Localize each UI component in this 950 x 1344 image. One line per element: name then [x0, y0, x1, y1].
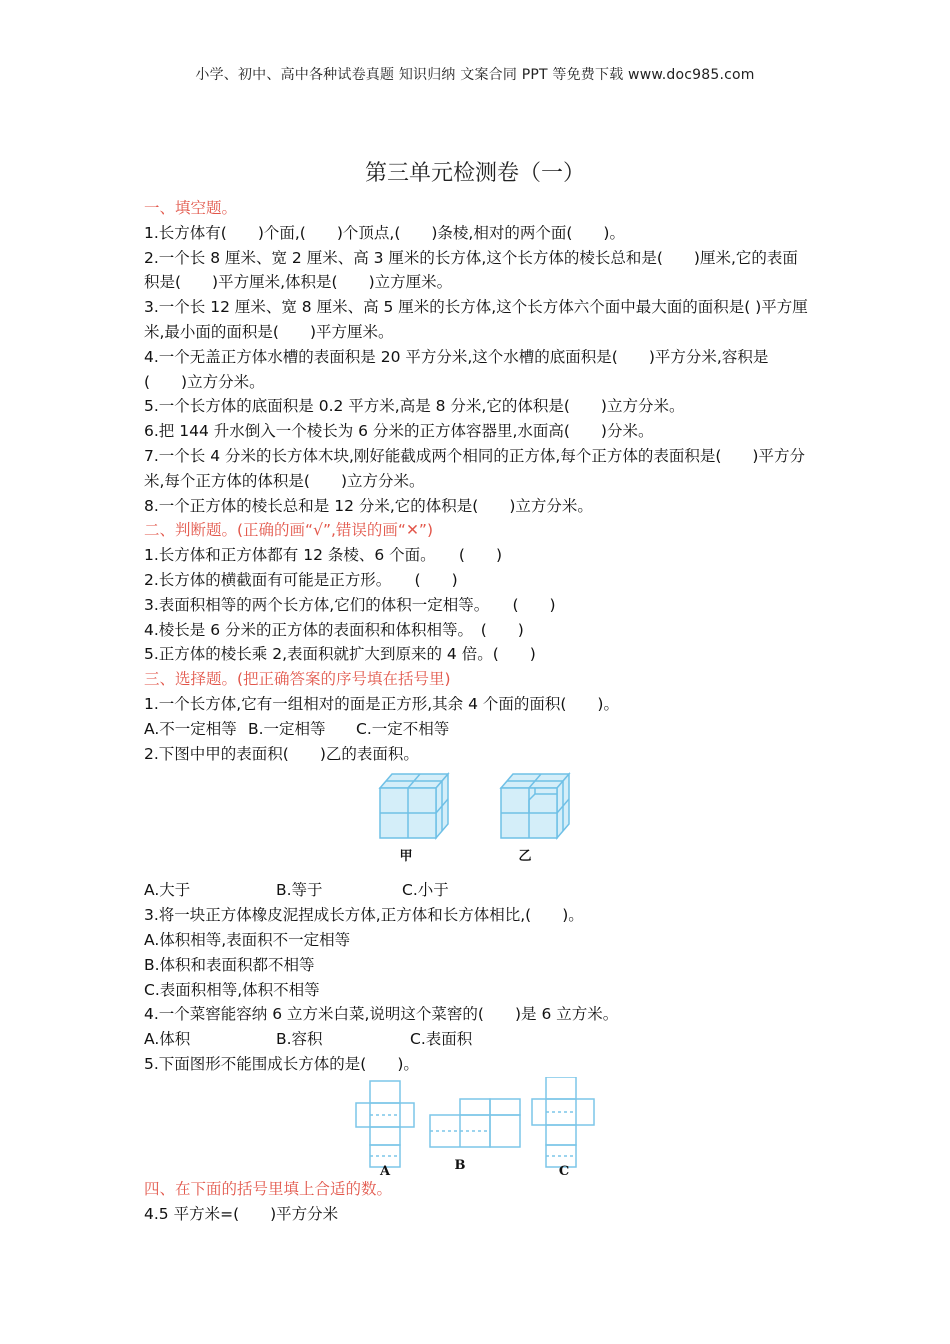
s2-question-2: 2.长方体的横截面有可能是正方形。 ( ): [144, 570, 458, 589]
net-label-b: B: [454, 1157, 466, 1173]
figure-yi: [501, 774, 569, 838]
option-b: B.一定相等: [248, 719, 326, 738]
s1-question-3: 3.一个长 12 厘米、宽 8 厘米、高 5 厘米的长方体,这个长方体六个面中最大面的面积是( )平方厘米,最小面的面积是( )平方厘米。: [144, 298, 808, 341]
s3-q3-option-a: A.体积相等,表面积不一定相等: [144, 930, 351, 949]
option-b: B.容积: [276, 1030, 323, 1049]
s1-question-7: 7.一个长 4 分米的长方体木块,刚好能截成两个相同的正方体,每个正方体的表面积是( )平方分米,每个正方体的体积是( )立方分米。: [144, 446, 805, 490]
page-header: 小学、初中、高中各种试卷真题 知识归纳 文案合同 PPT 等免费下载 www.doc985.com: [195, 67, 755, 83]
s1-question-1: 1.长方体有( )个面,( )个顶点,( )条棱,相对的两个面( )。: [144, 223, 625, 242]
s3-q3-option-b: B.体积和表面积都不相等: [144, 955, 315, 974]
s3-question-5: 5.下面图形不能围成长方体的是( )。: [144, 1054, 419, 1073]
net-b: [430, 1099, 520, 1147]
s4-question-1: 4.5 平方米=( )平方分米: [144, 1204, 339, 1223]
option-c: C.小于: [402, 881, 449, 900]
s2-question-4: 4.棱长是 6 分米的正方体的表面积和体积相等。 ( ): [144, 620, 524, 639]
worksheet-content: [144, 196, 810, 1226]
s2-question-3: 3.表面积相等的两个长方体,它们的体积一定相等。 ( ): [144, 595, 556, 614]
figure-label-jia: 甲: [399, 849, 413, 865]
s3-question-2: 2.下图中甲的表面积( )乙的表面积。: [144, 744, 419, 763]
s1-question-8: 8.一个正方体的棱长总和是 12 分米,它的体积是( )立方分米。: [144, 496, 593, 515]
net-figures-svg: [144, 1077, 810, 1177]
s3-question-3: 3.将一块正方体橡皮泥捏成长方体,正方体和长方体相比,( )。: [144, 906, 584, 925]
option-a: A.大于: [144, 881, 191, 900]
figure-label-yi: 乙: [518, 849, 532, 865]
section-4-heading: 四、在下面的括号里填上合适的数。: [144, 1179, 393, 1198]
s2-question-1: 1.长方体和正方体都有 12 条棱、6 个面。 ( ): [144, 546, 502, 565]
s3-q1-options: [144, 717, 810, 742]
option-b: B.等于: [276, 881, 323, 900]
s2-question-5: 5.正方体的棱长乘 2,表面积就扩大到原来的 4 倍。( ): [144, 645, 536, 664]
cube-figures-svg: [144, 766, 810, 878]
option-c: C.一定不相等: [356, 719, 450, 738]
figure-jia: [380, 774, 448, 838]
s3-question-4: 4.一个菜窖能容纳 6 立方米白菜,说明这个菜窖的( )是 6 立方米。: [144, 1005, 619, 1024]
section-3-heading: 三、选择题。(把正确答案的序号填在括号里): [144, 670, 451, 689]
option-a: A.不一定相等: [144, 719, 237, 738]
s3-question-1: 1.一个长方体,它有一组相对的面是正方形,其余 4 个面的面积( )。: [144, 694, 619, 713]
net-label-c: C: [558, 1163, 570, 1177]
s1-question-4: 4.一个无盖正方体水槽的表面积是 20 平方分米,这个水槽的底面积是( )平方分米,容积是( )立方分米。: [144, 347, 769, 391]
s3-q3-option-c: C.表面积相等,体积不相等: [144, 980, 320, 999]
page-title: 第三单元检测卷（一）: [364, 161, 585, 186]
s1-question-5: 5.一个长方体的底面积是 0.2 平方米,高是 8 分米,它的体积是( )立方分米。: [144, 397, 685, 416]
cube-figures: [144, 766, 810, 878]
option-c: C.表面积: [410, 1030, 473, 1049]
s1-question-6: 6.把 144 升水倒入一个棱长为 6 分米的正方体容器里,水面高( )分米。: [144, 422, 654, 441]
option-a: A.体积: [144, 1030, 191, 1049]
net-c: [532, 1077, 594, 1167]
net-figures: [144, 1077, 810, 1177]
section-1-heading: 一、填空题。: [144, 199, 238, 217]
net-label-a: A: [379, 1163, 391, 1177]
s3-q2-options: [144, 878, 810, 903]
s1-question-2: 2.一个长 8 厘米、宽 2 厘米、高 3 厘米的长方体,这个长方体的棱长总和是( )厘米,它的表面积是( )平方厘米,体积是( )立方厘米。: [144, 248, 798, 292]
section-2-heading: 二、判断题。(正确的画“√”,错误的画“✕”): [144, 521, 434, 540]
s3-q4-options: [144, 1027, 810, 1052]
net-a: [356, 1081, 414, 1167]
